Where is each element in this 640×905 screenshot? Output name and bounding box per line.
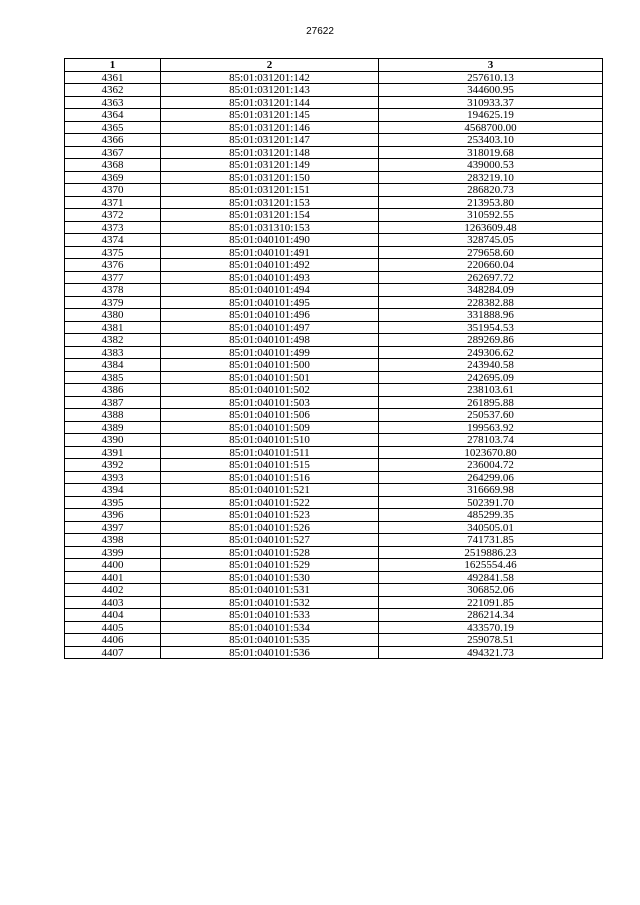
row-number-cell: 4363 bbox=[65, 96, 161, 109]
row-number-cell: 4387 bbox=[65, 396, 161, 409]
row-number-cell: 4405 bbox=[65, 621, 161, 634]
page-number: 27622 bbox=[306, 26, 334, 37]
value-cell: 213953.80 bbox=[379, 196, 603, 209]
cadastral-number-cell: 85:01:040101:497 bbox=[161, 321, 379, 334]
table-row bbox=[65, 359, 603, 372]
cadastral-number-cell: 85:01:040101:506 bbox=[161, 409, 379, 422]
value-cell: 253403.10 bbox=[379, 134, 603, 147]
cadastral-number-cell: 85:01:040101:522 bbox=[161, 496, 379, 509]
cadastral-number-cell: 85:01:040101:527 bbox=[161, 534, 379, 547]
row-number-cell: 4390 bbox=[65, 434, 161, 447]
value-cell: 494321.73 bbox=[379, 646, 603, 659]
cadastral-number-cell: 85:01:031201:153 bbox=[161, 196, 379, 209]
cadastral-number-cell: 85:01:040101:498 bbox=[161, 334, 379, 347]
table-row bbox=[65, 584, 603, 597]
table-row bbox=[65, 321, 603, 334]
value-cell: 2519886.23 bbox=[379, 546, 603, 559]
cadastral-number-cell: 85:01:040101:516 bbox=[161, 471, 379, 484]
table-row bbox=[65, 621, 603, 634]
table-row bbox=[65, 484, 603, 497]
row-number-cell: 4364 bbox=[65, 109, 161, 122]
table-row bbox=[65, 234, 603, 247]
value-cell: 243940.58 bbox=[379, 359, 603, 372]
header-row bbox=[65, 59, 603, 72]
table-row bbox=[65, 559, 603, 572]
cadastral-number-cell: 85:01:040101:528 bbox=[161, 546, 379, 559]
cadastral-number-cell: 85:01:040101:503 bbox=[161, 396, 379, 409]
row-number-cell: 4407 bbox=[65, 646, 161, 659]
value-cell: 1023670.80 bbox=[379, 446, 603, 459]
table-row bbox=[65, 534, 603, 547]
cadastral-number-cell: 85:01:031201:147 bbox=[161, 134, 379, 147]
cadastral-number-cell: 85:01:040101:523 bbox=[161, 509, 379, 522]
table-row bbox=[65, 209, 603, 222]
cadastral-number-cell: 85:01:040101:494 bbox=[161, 284, 379, 297]
cadastral-number-cell: 85:01:040101:536 bbox=[161, 646, 379, 659]
cadastral-number-cell: 85:01:040101:532 bbox=[161, 596, 379, 609]
value-cell: 492841.58 bbox=[379, 571, 603, 584]
value-cell: 1263609.48 bbox=[379, 221, 603, 234]
table-row bbox=[65, 371, 603, 384]
table-row bbox=[65, 109, 603, 122]
value-cell: 741731.85 bbox=[379, 534, 603, 547]
cadastral-number-cell: 85:01:031201:142 bbox=[161, 71, 379, 84]
cadastral-number-cell: 85:01:040101:530 bbox=[161, 571, 379, 584]
row-number-cell: 4395 bbox=[65, 496, 161, 509]
value-cell: 257610.13 bbox=[379, 71, 603, 84]
value-cell: 242695.09 bbox=[379, 371, 603, 384]
cadastral-number-cell: 85:01:040101:533 bbox=[161, 609, 379, 622]
column-header-1: 1 bbox=[65, 59, 161, 72]
table-row bbox=[65, 384, 603, 397]
value-cell: 433570.19 bbox=[379, 621, 603, 634]
value-cell: 328745.05 bbox=[379, 234, 603, 247]
cadastral-number-cell: 85:01:040101:501 bbox=[161, 371, 379, 384]
value-cell: 485299.35 bbox=[379, 509, 603, 522]
table-row bbox=[65, 134, 603, 147]
row-number-cell: 4396 bbox=[65, 509, 161, 522]
value-cell: 316669.98 bbox=[379, 484, 603, 497]
table-row bbox=[65, 96, 603, 109]
cadastral-number-cell: 85:01:031201:144 bbox=[161, 96, 379, 109]
cadastral-number-cell: 85:01:040101:492 bbox=[161, 259, 379, 272]
row-number-cell: 4380 bbox=[65, 309, 161, 322]
value-cell: 286820.73 bbox=[379, 184, 603, 197]
table-row bbox=[65, 634, 603, 647]
table-row bbox=[65, 309, 603, 322]
row-number-cell: 4398 bbox=[65, 534, 161, 547]
table-row bbox=[65, 546, 603, 559]
table-row bbox=[65, 196, 603, 209]
row-number-cell: 4406 bbox=[65, 634, 161, 647]
table-row bbox=[65, 521, 603, 534]
row-number-cell: 4386 bbox=[65, 384, 161, 397]
cadastral-number-cell: 85:01:040101:491 bbox=[161, 246, 379, 259]
cadastral-number-cell: 85:01:040101:496 bbox=[161, 309, 379, 322]
cadastral-number-cell: 85:01:040101:531 bbox=[161, 584, 379, 597]
row-number-cell: 4373 bbox=[65, 221, 161, 234]
row-number-cell: 4385 bbox=[65, 371, 161, 384]
value-cell: 283219.10 bbox=[379, 171, 603, 184]
row-number-cell: 4362 bbox=[65, 84, 161, 97]
value-cell: 344600.95 bbox=[379, 84, 603, 97]
cadastral-number-cell: 85:01:031310:153 bbox=[161, 221, 379, 234]
row-number-cell: 4371 bbox=[65, 196, 161, 209]
row-number-cell: 4389 bbox=[65, 421, 161, 434]
cadastral-number-cell: 85:01:040101:511 bbox=[161, 446, 379, 459]
value-cell: 264299.06 bbox=[379, 471, 603, 484]
column-header-2: 2 bbox=[161, 59, 379, 72]
value-cell: 278103.74 bbox=[379, 434, 603, 447]
cadastral-number-cell: 85:01:031201:151 bbox=[161, 184, 379, 197]
cadastral-number-cell: 85:01:031201:143 bbox=[161, 84, 379, 97]
row-number-cell: 4403 bbox=[65, 596, 161, 609]
table-row bbox=[65, 146, 603, 159]
cadastral-number-cell: 85:01:040101:526 bbox=[161, 521, 379, 534]
table-row bbox=[65, 446, 603, 459]
value-cell: 502391.70 bbox=[379, 496, 603, 509]
data-table bbox=[64, 58, 603, 659]
row-number-cell: 4379 bbox=[65, 296, 161, 309]
cadastral-number-cell: 85:01:040101:521 bbox=[161, 484, 379, 497]
row-number-cell: 4404 bbox=[65, 609, 161, 622]
table-row bbox=[65, 246, 603, 259]
table-row bbox=[65, 71, 603, 84]
table-row bbox=[65, 346, 603, 359]
value-cell: 340505.01 bbox=[379, 521, 603, 534]
row-number-cell: 4383 bbox=[65, 346, 161, 359]
table-row bbox=[65, 496, 603, 509]
row-number-cell: 4369 bbox=[65, 171, 161, 184]
value-cell: 351954.53 bbox=[379, 321, 603, 334]
value-cell: 249306.62 bbox=[379, 346, 603, 359]
row-number-cell: 4370 bbox=[65, 184, 161, 197]
table-row bbox=[65, 84, 603, 97]
column-header-3: 3 bbox=[379, 59, 603, 72]
table-row bbox=[65, 609, 603, 622]
value-cell: 439000.53 bbox=[379, 159, 603, 172]
value-cell: 262697.72 bbox=[379, 271, 603, 284]
value-cell: 318019.68 bbox=[379, 146, 603, 159]
value-cell: 286214.34 bbox=[379, 609, 603, 622]
value-cell: 4568700.00 bbox=[379, 121, 603, 134]
table-body bbox=[65, 71, 603, 659]
row-number-cell: 4388 bbox=[65, 409, 161, 422]
cadastral-number-cell: 85:01:040101:495 bbox=[161, 296, 379, 309]
table-row bbox=[65, 121, 603, 134]
row-number-cell: 4393 bbox=[65, 471, 161, 484]
cadastral-number-cell: 85:01:040101:490 bbox=[161, 234, 379, 247]
cadastral-number-cell: 85:01:040101:515 bbox=[161, 459, 379, 472]
value-cell: 306852.06 bbox=[379, 584, 603, 597]
value-cell: 250537.60 bbox=[379, 409, 603, 422]
cadastral-number-cell: 85:01:040101:535 bbox=[161, 634, 379, 647]
value-cell: 279658.60 bbox=[379, 246, 603, 259]
table-row bbox=[65, 596, 603, 609]
value-cell: 310933.37 bbox=[379, 96, 603, 109]
row-number-cell: 4368 bbox=[65, 159, 161, 172]
row-number-cell: 4402 bbox=[65, 584, 161, 597]
table-row bbox=[65, 171, 603, 184]
cadastral-number-cell: 85:01:031201:145 bbox=[161, 109, 379, 122]
cadastral-number-cell: 85:01:040101:510 bbox=[161, 434, 379, 447]
value-cell: 261895.88 bbox=[379, 396, 603, 409]
value-cell: 238103.61 bbox=[379, 384, 603, 397]
cadastral-number-cell: 85:01:040101:493 bbox=[161, 271, 379, 284]
table-row bbox=[65, 434, 603, 447]
value-cell: 236004.72 bbox=[379, 459, 603, 472]
table-row bbox=[65, 259, 603, 272]
value-cell: 348284.09 bbox=[379, 284, 603, 297]
row-number-cell: 4367 bbox=[65, 146, 161, 159]
row-number-cell: 4382 bbox=[65, 334, 161, 347]
row-number-cell: 4375 bbox=[65, 246, 161, 259]
row-number-cell: 4366 bbox=[65, 134, 161, 147]
row-number-cell: 4361 bbox=[65, 71, 161, 84]
cadastral-number-cell: 85:01:031201:149 bbox=[161, 159, 379, 172]
table-row bbox=[65, 471, 603, 484]
table-row bbox=[65, 284, 603, 297]
cadastral-number-cell: 85:01:031201:150 bbox=[161, 171, 379, 184]
cadastral-number-cell: 85:01:031201:154 bbox=[161, 209, 379, 222]
row-number-cell: 4365 bbox=[65, 121, 161, 134]
row-number-cell: 4392 bbox=[65, 459, 161, 472]
value-cell: 289269.86 bbox=[379, 334, 603, 347]
value-cell: 199563.92 bbox=[379, 421, 603, 434]
table-row bbox=[65, 296, 603, 309]
row-number-cell: 4381 bbox=[65, 321, 161, 334]
value-cell: 220660.04 bbox=[379, 259, 603, 272]
row-number-cell: 4377 bbox=[65, 271, 161, 284]
cadastral-number-cell: 85:01:040101:502 bbox=[161, 384, 379, 397]
table-row bbox=[65, 271, 603, 284]
table-row bbox=[65, 459, 603, 472]
table-row bbox=[65, 334, 603, 347]
value-cell: 194625.19 bbox=[379, 109, 603, 122]
value-cell: 259078.51 bbox=[379, 634, 603, 647]
table-row bbox=[65, 409, 603, 422]
table-row bbox=[65, 571, 603, 584]
row-number-cell: 4397 bbox=[65, 521, 161, 534]
cadastral-number-cell: 85:01:040101:534 bbox=[161, 621, 379, 634]
row-number-cell: 4384 bbox=[65, 359, 161, 372]
value-cell: 228382.88 bbox=[379, 296, 603, 309]
row-number-cell: 4401 bbox=[65, 571, 161, 584]
table-row bbox=[65, 421, 603, 434]
row-number-cell: 4399 bbox=[65, 546, 161, 559]
table-row bbox=[65, 396, 603, 409]
table-row bbox=[65, 509, 603, 522]
value-cell: 1625554.46 bbox=[379, 559, 603, 572]
cadastral-number-cell: 85:01:040101:509 bbox=[161, 421, 379, 434]
row-number-cell: 4378 bbox=[65, 284, 161, 297]
value-cell: 331888.96 bbox=[379, 309, 603, 322]
row-number-cell: 4400 bbox=[65, 559, 161, 572]
table-row bbox=[65, 184, 603, 197]
row-number-cell: 4394 bbox=[65, 484, 161, 497]
cadastral-number-cell: 85:01:031201:146 bbox=[161, 121, 379, 134]
table-row bbox=[65, 159, 603, 172]
table-row bbox=[65, 646, 603, 659]
row-number-cell: 4372 bbox=[65, 209, 161, 222]
table-row bbox=[65, 221, 603, 234]
row-number-cell: 4376 bbox=[65, 259, 161, 272]
value-cell: 310592.55 bbox=[379, 209, 603, 222]
cadastral-number-cell: 85:01:040101:500 bbox=[161, 359, 379, 372]
cadastral-number-cell: 85:01:040101:499 bbox=[161, 346, 379, 359]
row-number-cell: 4391 bbox=[65, 446, 161, 459]
cadastral-number-cell: 85:01:040101:529 bbox=[161, 559, 379, 572]
cadastral-number-cell: 85:01:031201:148 bbox=[161, 146, 379, 159]
value-cell: 221091.85 bbox=[379, 596, 603, 609]
row-number-cell: 4374 bbox=[65, 234, 161, 247]
